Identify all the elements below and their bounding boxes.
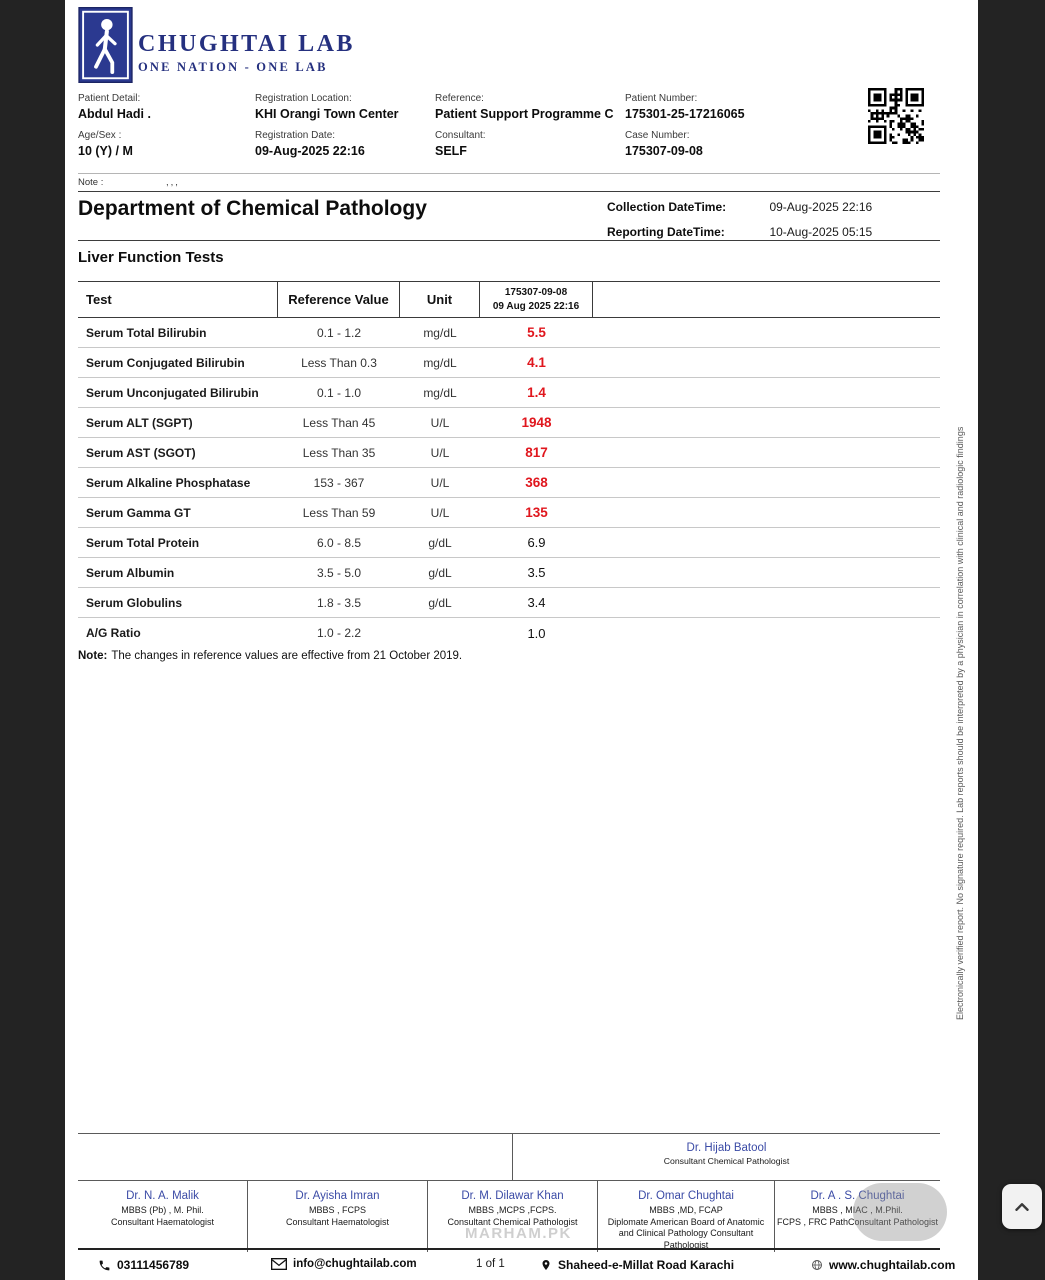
- reporting-label: Reporting DateTime:: [607, 225, 725, 239]
- result-value: 135: [525, 505, 548, 520]
- chevron-up-icon: [1011, 1196, 1033, 1218]
- envelope-icon: [271, 1258, 287, 1270]
- test-name: Serum Globulins: [86, 595, 183, 610]
- email-item: [271, 1258, 417, 1270]
- website-item: [811, 1258, 955, 1272]
- doctor-name: Dr. A . S. Chughtai: [810, 1190, 905, 1202]
- field-label: Case Number:: [625, 130, 690, 141]
- field-value: Patient Support Programme C: [435, 107, 614, 121]
- location-pin-icon: [540, 1258, 552, 1272]
- doctor-signature: [598, 1181, 775, 1252]
- unit: U/L: [430, 445, 450, 460]
- doctor-credentials: Consultant Haematologist: [110, 1216, 215, 1227]
- field-value: 175301-25-17216065: [625, 107, 745, 121]
- result-value: 5.5: [527, 325, 546, 340]
- doctor-credentials: and Clinical Pathology Consultant: [618, 1228, 754, 1239]
- department-title: Department of Chemical Pathology: [78, 197, 427, 220]
- column-header-unit: Unit: [400, 282, 480, 317]
- column-header-test: Test: [78, 282, 278, 317]
- test-name: Serum Total Protein: [86, 535, 200, 550]
- result-value: 6.9: [527, 535, 546, 550]
- reference-value: 0.1 - 1.2: [316, 325, 362, 340]
- result-header-datetime: 09 Aug 2025 22:16: [492, 300, 580, 312]
- phone-item: [98, 1258, 189, 1272]
- doctor-name: Dr. Hijab Batool: [686, 1142, 767, 1154]
- field-label: Patient Detail:: [78, 93, 141, 104]
- walking-person-logo-icon: [78, 7, 133, 83]
- field-value: 09-Aug-2025 22:16: [255, 144, 365, 158]
- reference-value: 6.0 - 8.5: [316, 535, 362, 550]
- doctor-credentials: Diplomate American Board of Anatomic: [607, 1216, 765, 1227]
- unit: U/L: [430, 505, 450, 520]
- unit: U/L: [430, 475, 450, 490]
- scroll-to-top-button[interactable]: [1002, 1184, 1042, 1229]
- reference-value: 3.5 - 5.0: [316, 565, 362, 580]
- reference-value: 1.8 - 3.5: [316, 595, 362, 610]
- column-header-reference: Reference Value: [278, 282, 400, 317]
- unit: U/L: [430, 415, 450, 430]
- result-header-case-number: 175307-09-08: [504, 287, 568, 298]
- field-value: 175307-09-08: [625, 144, 703, 158]
- address: Shaheed-e-Millat Road Karachi: [558, 1258, 735, 1272]
- result-value: 1.0: [527, 625, 546, 641]
- doctor-credentials: Consultant Haematologist: [285, 1216, 390, 1227]
- chughtai-lab-logo: [78, 7, 355, 83]
- unit: mg/dL: [423, 325, 457, 340]
- field-value: 10 (Y) / M: [78, 144, 133, 158]
- test-name: Serum Conjugated Bilirubin: [86, 355, 245, 370]
- test-name: Serum AST (SGOT): [86, 445, 196, 460]
- test-result-row: [78, 378, 940, 408]
- test-name: Serum ALT (SGPT): [86, 415, 193, 430]
- patient-info-grid: [78, 93, 878, 167]
- reference-footnote: [78, 650, 462, 662]
- brand-text: [138, 7, 355, 83]
- brand-tagline: ONE NATION - ONE LAB: [138, 60, 328, 74]
- email-address: info@chughtailab.com: [293, 1258, 417, 1270]
- reference-value: Less Than 45: [302, 415, 376, 430]
- doctor-credentials: Consultant Chemical Pathologist: [663, 1156, 790, 1166]
- reference-value: Less Than 59: [302, 505, 376, 520]
- footnote-label: Note:: [78, 650, 108, 662]
- reference-value: 0.1 - 1.0: [316, 385, 362, 400]
- doctor-name: Dr. N. A. Malik: [126, 1190, 199, 1202]
- doctor-credentials: Consultant Chemical Pathologist: [447, 1216, 578, 1227]
- address-item: [540, 1258, 734, 1272]
- note-value: ,,,: [166, 177, 180, 188]
- result-value: 3.4: [527, 595, 546, 610]
- test-result-row: [78, 408, 940, 438]
- test-result-row: [78, 528, 940, 558]
- section-title: Liver Function Tests: [78, 249, 224, 266]
- test-name: Serum Unconjugated Bilirubin: [86, 385, 259, 400]
- result-value: 1.4: [527, 385, 546, 400]
- website: www.chughtailab.com: [829, 1258, 956, 1272]
- test-result-row: [78, 348, 940, 378]
- field-label: Consultant:: [435, 130, 486, 141]
- note-row: [78, 177, 180, 188]
- footnote-text: The changes in reference values are effective from 21 October 2019.: [111, 650, 463, 662]
- field-label: Age/Sex :: [78, 130, 122, 141]
- test-result-row: [78, 558, 940, 588]
- doctor-name: Dr. Omar Chughtai: [638, 1190, 734, 1202]
- field-label: Registration Date:: [255, 130, 336, 141]
- test-result-row: [78, 498, 940, 528]
- result-value: 1948: [521, 415, 552, 430]
- divider: [78, 240, 940, 241]
- page-number: [476, 1258, 505, 1270]
- marham-watermark: MARHAM.PK: [465, 1225, 572, 1242]
- doctor-signature: [248, 1181, 428, 1252]
- result-value: 817: [525, 445, 548, 460]
- reporting-datetime-row: [607, 223, 940, 241]
- patient-info-column: [625, 93, 865, 167]
- doctor-name: Dr. Ayisha Imran: [295, 1190, 380, 1202]
- doctor-signature: [78, 1181, 248, 1252]
- doctor-credentials: Pathologist: [663, 1240, 709, 1251]
- doctor-name: Dr. M. Dilawar Khan: [461, 1190, 564, 1202]
- field-label: Reference:: [435, 93, 484, 104]
- reporting-value: 10-Aug-2025 05:15: [769, 225, 873, 239]
- unit: mg/dL: [423, 385, 457, 400]
- result-value: 3.5: [527, 565, 546, 580]
- column-header-result: [480, 282, 593, 317]
- doctor-credentials: FCPS , FRC PathConsultant Pathologist: [776, 1216, 939, 1227]
- doctor-credentials: MBBS , FCPS: [308, 1205, 366, 1215]
- divider: [78, 173, 940, 174]
- table-body: [78, 318, 940, 648]
- table-header: [78, 281, 940, 318]
- result-value: 368: [525, 475, 548, 490]
- page-number-text: 1 of 1: [476, 1258, 505, 1270]
- lead-pathologist-cell: [512, 1133, 940, 1180]
- doctor-credentials: MBBS ,MCPS ,FCPS.: [468, 1205, 557, 1215]
- results-table: [78, 281, 940, 648]
- field-value: KHI Orangi Town Center: [255, 107, 399, 121]
- test-result-row: [78, 318, 940, 348]
- test-result-row: [78, 438, 940, 468]
- unit: g/dL: [428, 595, 452, 610]
- test-name: A/G Ratio: [86, 626, 141, 640]
- doctor-credentials: MBBS , MIAC , M.Phil.: [812, 1205, 903, 1215]
- doctor-credentials: MBBS ,MD, FCAP: [649, 1205, 723, 1215]
- test-name: Serum Alkaline Phosphatase: [86, 475, 251, 490]
- collection-label: Collection DateTime:: [607, 200, 727, 214]
- unit: g/dL: [428, 535, 452, 550]
- field-value: SELF: [435, 144, 467, 158]
- note-label: Note :: [78, 177, 104, 188]
- test-result-row: [78, 468, 940, 498]
- collection-value: 09-Aug-2025 22:16: [769, 200, 873, 214]
- patient-info-column: [255, 93, 435, 167]
- result-value: 4.1: [527, 355, 546, 370]
- lab-report-page: [65, 0, 978, 1280]
- unit: mg/dL: [423, 355, 457, 370]
- reference-value: Less Than 0.3: [301, 355, 377, 370]
- reference-value: 153 - 367: [313, 475, 365, 490]
- phone-number: 03111456789: [117, 1258, 190, 1272]
- test-name: Serum Gamma GT: [86, 505, 191, 520]
- patient-info-column: [78, 93, 255, 167]
- test-name: Serum Albumin: [86, 565, 175, 580]
- reference-value: 1.0 - 2.2: [316, 626, 362, 640]
- divider: [78, 191, 940, 192]
- electronic-verification-note: Electronically verified report. No signature required. Lab reports should be interpreted by a physician in correlation with clinical and radiologic findings: [955, 426, 965, 1020]
- collection-datetime-row: [607, 198, 940, 216]
- field-value: Abdul Hadi .: [78, 107, 151, 121]
- phone-icon: [98, 1259, 111, 1272]
- test-result-row: [78, 618, 940, 648]
- field-label: Registration Location:: [255, 93, 352, 104]
- test-name: Serum Total Bilirubin: [86, 325, 207, 340]
- brand-title: CHUGHTAI LAB: [138, 31, 355, 57]
- field-label: Patient Number:: [625, 93, 698, 104]
- footer-bar: [78, 1248, 956, 1280]
- test-result-row: [78, 588, 940, 618]
- unit: g/dL: [428, 565, 452, 580]
- globe-icon: [811, 1259, 823, 1271]
- patient-info-column: [435, 93, 625, 167]
- doctor-credentials: MBBS (Pb) , M. Phil.: [121, 1205, 204, 1215]
- floating-action-button[interactable]: [853, 1183, 947, 1241]
- reference-value: Less Than 35: [302, 445, 376, 460]
